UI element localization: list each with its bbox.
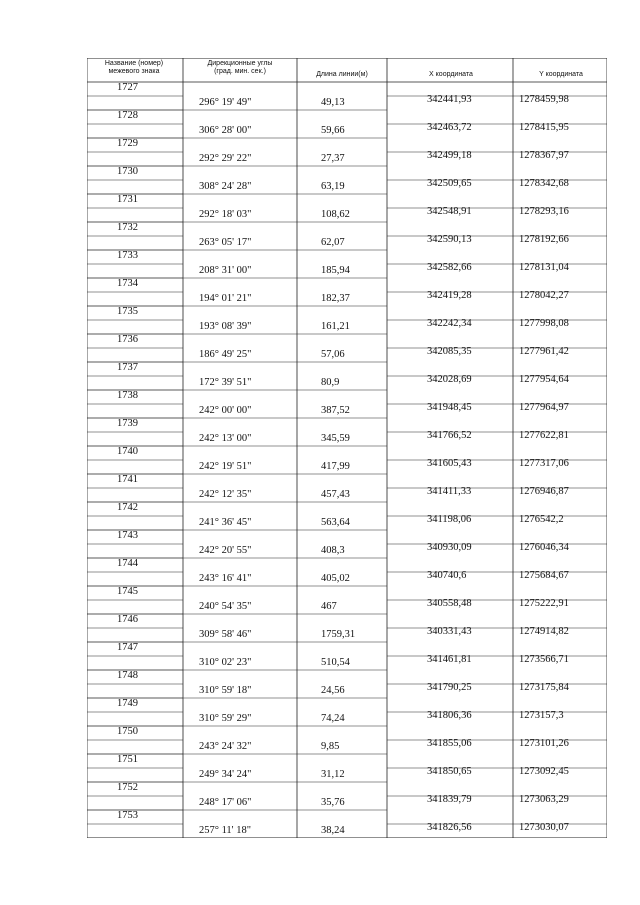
y-coordinate: 1278192,66: [519, 234, 569, 245]
x-coordinate: 342028,69: [427, 374, 472, 385]
direction-angle: 242° 12' 35": [199, 489, 252, 500]
y-coordinate: 1276046,34: [519, 542, 569, 553]
x-coordinate: 341806,36: [427, 710, 472, 721]
direction-angle: 172° 39' 51": [199, 377, 252, 388]
point-name: 1736: [117, 334, 138, 345]
direction-angle: 240° 54' 35": [199, 601, 252, 612]
x-coordinate: 340740,6: [427, 570, 467, 581]
line-length: 31,12: [321, 769, 345, 780]
point-name: 1753: [117, 810, 138, 821]
y-coordinate: 1277964,97: [519, 402, 569, 413]
y-coordinate: 1278459,98: [519, 94, 569, 105]
line-length: 185,94: [321, 265, 350, 276]
line-length: 9,85: [321, 741, 340, 752]
direction-angle: 243° 16' 41": [199, 573, 252, 584]
y-coordinate: 1273175,84: [519, 682, 569, 693]
line-length: 62,07: [321, 237, 345, 248]
direction-angle: 306° 28' 00": [199, 125, 252, 136]
line-length: 1759,31: [321, 629, 356, 640]
point-name: 1746: [117, 614, 138, 625]
x-coordinate: 342582,66: [427, 262, 472, 273]
x-coordinate: 342085,35: [427, 346, 472, 357]
direction-angle: 292° 29' 22": [199, 153, 252, 164]
y-coordinate: 1278342,68: [519, 178, 569, 189]
x-coordinate: 340331,43: [427, 626, 472, 637]
line-length: 467: [321, 601, 337, 612]
point-name: 1728: [117, 110, 138, 121]
y-coordinate: 1275684,67: [519, 570, 569, 581]
y-coordinate: 1277622,81: [519, 430, 569, 441]
x-coordinate: 341461,81: [427, 654, 472, 665]
y-coordinate: 1276542,2: [519, 514, 564, 525]
point-name: 1752: [117, 782, 138, 793]
direction-angle: 248° 17' 06": [199, 797, 252, 808]
y-coordinate: 1275222,91: [519, 598, 569, 609]
direction-angle: 308° 24' 28": [199, 181, 252, 192]
y-coordinate: 1273566,71: [519, 654, 569, 665]
line-length: 563,64: [321, 517, 350, 528]
header-name: Название (номер) межевого знака: [104, 60, 164, 75]
x-coordinate: 341826,56: [427, 822, 472, 833]
x-coordinate: 342242,34: [427, 318, 472, 329]
point-name: 1731: [117, 194, 138, 205]
direction-angle: 242° 19' 51": [199, 461, 252, 472]
y-coordinate: 1273063,29: [519, 794, 569, 805]
line-length: 108,62: [321, 209, 350, 220]
line-length: 35,76: [321, 797, 345, 808]
point-name: 1729: [117, 138, 138, 149]
point-name: 1748: [117, 670, 138, 681]
point-name: 1738: [117, 390, 138, 401]
direction-angle: 292° 18' 03": [199, 209, 252, 220]
y-coordinate: 1277998,08: [519, 318, 569, 329]
direction-angle: 257° 11' 18": [199, 825, 251, 836]
direction-angle: 242° 00' 00": [199, 405, 252, 416]
point-name: 1747: [117, 642, 138, 653]
point-name: 1730: [117, 166, 138, 177]
line-length: 408,3: [321, 545, 345, 556]
point-name: 1740: [117, 446, 138, 457]
point-name: 1743: [117, 530, 138, 541]
direction-angle: 194° 01' 21": [199, 293, 252, 304]
x-coordinate: 340558,48: [427, 598, 472, 609]
header-angle: Дирекционные углы (град. мин. сек.): [207, 60, 273, 75]
header-x: X координата: [429, 71, 473, 78]
x-coordinate: 340930,09: [427, 542, 472, 553]
direction-angle: 241° 36' 45": [199, 517, 252, 528]
line-length: 24,56: [321, 685, 345, 696]
x-coordinate: 342499,18: [427, 150, 472, 161]
point-name: 1749: [117, 698, 138, 709]
y-coordinate: 1273030,07: [519, 822, 569, 833]
point-name: 1737: [117, 362, 138, 373]
y-coordinate: 1277961,42: [519, 346, 569, 357]
line-length: 74,24: [321, 713, 345, 724]
direction-angle: 310° 02' 23": [199, 657, 252, 668]
line-length: 27,37: [321, 153, 345, 164]
point-name: 1751: [117, 754, 138, 765]
line-length: 57,06: [321, 349, 345, 360]
y-coordinate: 1273092,45: [519, 766, 569, 777]
x-coordinate: 342548,91: [427, 206, 472, 217]
point-name: 1744: [117, 558, 138, 569]
x-coordinate: 341839,79: [427, 794, 472, 805]
x-coordinate: 341948,45: [427, 402, 472, 413]
x-coordinate: 341198,06: [427, 514, 472, 525]
line-length: 387,52: [321, 405, 350, 416]
x-coordinate: 342463,72: [427, 122, 472, 133]
x-coordinate: 341790,25: [427, 682, 472, 693]
y-coordinate: 1274914,82: [519, 626, 569, 637]
x-coordinate: 342419,28: [427, 290, 472, 301]
direction-angle: 263° 05' 17": [199, 237, 252, 248]
line-length: 38,24: [321, 825, 345, 836]
header-length: Длина линии(м): [316, 71, 368, 78]
point-name: 1741: [117, 474, 138, 485]
direction-angle: 309° 58' 46": [199, 629, 252, 640]
x-coordinate: 342509,65: [427, 178, 472, 189]
x-coordinate: 341855,06: [427, 738, 472, 749]
y-coordinate: 1276946,87: [519, 486, 569, 497]
line-length: 510,54: [321, 657, 350, 668]
point-name: 1745: [117, 586, 138, 597]
direction-angle: 208° 31' 00": [199, 265, 252, 276]
direction-angle: 242° 13' 00": [199, 433, 252, 444]
direction-angle: 243° 24' 32": [199, 741, 252, 752]
y-coordinate: 1278415,95: [519, 122, 569, 133]
line-length: 457,43: [321, 489, 350, 500]
line-length: 80,9: [321, 377, 340, 388]
x-coordinate: 341766,52: [427, 430, 472, 441]
direction-angle: 193° 08' 39": [199, 321, 252, 332]
point-name: 1727: [117, 82, 138, 93]
direction-angle: 186° 49' 25": [199, 349, 252, 360]
y-coordinate: 1278131,04: [519, 262, 569, 273]
line-length: 345,59: [321, 433, 350, 444]
boundary-coordinates-table: [87, 58, 607, 838]
x-coordinate: 341605,43: [427, 458, 472, 469]
y-coordinate: 1277317,06: [519, 458, 569, 469]
line-length: 405,02: [321, 573, 350, 584]
y-coordinate: 1278042,27: [519, 290, 569, 301]
point-name: 1733: [117, 250, 138, 261]
direction-angle: 296° 19' 49": [199, 97, 252, 108]
line-length: 59,66: [321, 125, 345, 136]
x-coordinate: 342590,13: [427, 234, 472, 245]
point-name: 1734: [117, 278, 138, 289]
y-coordinate: 1273101,26: [519, 738, 569, 749]
line-length: 182,37: [321, 293, 350, 304]
point-name: 1739: [117, 418, 138, 429]
y-coordinate: 1273157,3: [519, 710, 564, 721]
direction-angle: 242° 20' 55": [199, 545, 252, 556]
y-coordinate: 1277954,64: [519, 374, 569, 385]
y-coordinate: 1278367,97: [519, 150, 569, 161]
point-name: 1750: [117, 726, 138, 737]
line-length: 161,21: [321, 321, 350, 332]
point-name: 1742: [117, 502, 138, 513]
line-length: 417,99: [321, 461, 350, 472]
line-length: 49,13: [321, 97, 345, 108]
line-length: 63,19: [321, 181, 345, 192]
x-coordinate: 342441,93: [427, 94, 472, 105]
direction-angle: 310° 59' 29": [199, 713, 252, 724]
y-coordinate: 1278293,16: [519, 206, 569, 217]
point-name: 1732: [117, 222, 138, 233]
direction-angle: 310° 59' 18": [199, 685, 252, 696]
header-y: Y координата: [539, 71, 583, 78]
point-name: 1735: [117, 306, 138, 317]
x-coordinate: 341850,65: [427, 766, 472, 777]
direction-angle: 249° 34' 24": [199, 769, 252, 780]
x-coordinate: 341411,33: [427, 486, 472, 497]
